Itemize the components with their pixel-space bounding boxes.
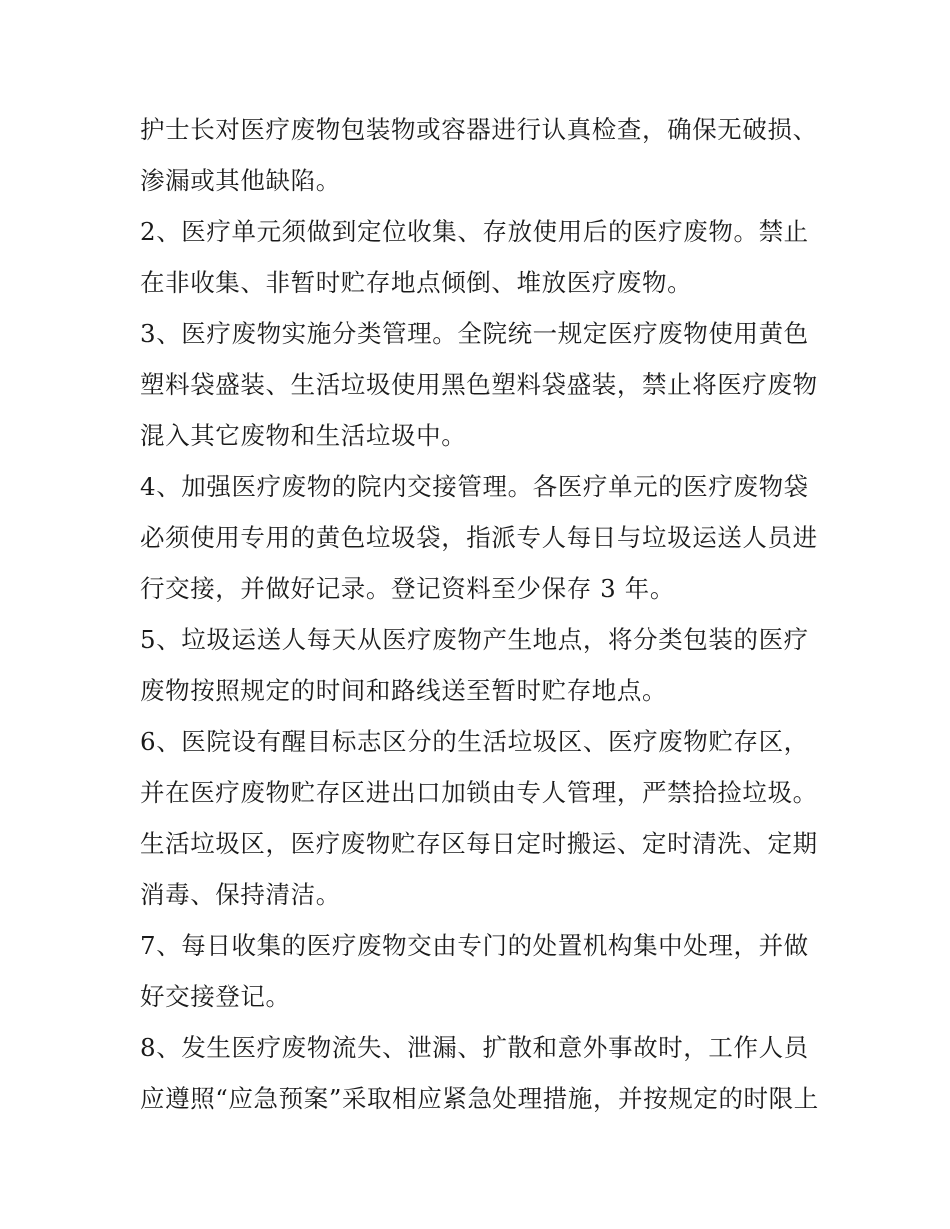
text-line: 废物按照规定的时间和路线送至暂时贮存地点。 — [140, 676, 668, 705]
text-line: 行交接，并做好记录。登记资料至少保存 3 年。 — [140, 574, 675, 603]
text-line: 7、每日收集的医疗废物交由专门的处置机构集中处理，并做 — [140, 931, 809, 960]
text-line: 4、加强医疗废物的院内交接管理。各医疗单元的医疗废物袋 — [140, 472, 809, 501]
document-body — [140, 104, 820, 1124]
paragraph-item-6 — [140, 716, 820, 920]
text-line: 渗漏或其他缺陷。 — [140, 166, 341, 195]
paragraph-item-8 — [140, 1022, 820, 1124]
text-line: 必须使用专用的黄色垃圾袋，指派专人每日与垃圾运送人员进 — [140, 523, 818, 552]
text-line: 塑料袋盛装、生活垃圾使用黑色塑料袋盛装，禁止将医疗废物 — [140, 370, 818, 399]
paragraph-item-2 — [140, 206, 820, 308]
text-line: 生活垃圾区，医疗废物贮存区每日定时搬运、定时清洗、定期 — [140, 829, 818, 858]
text-line: 好交接登记。 — [140, 982, 291, 1011]
paragraph-intro — [140, 104, 820, 206]
paragraph-item-7 — [140, 920, 820, 1022]
text-line: 6、医院设有醒目标志区分的生活垃圾区、医疗废物贮存区， — [140, 727, 809, 756]
text-line: 3、医疗废物实施分类管理。全院统一规定医疗废物使用黄色 — [140, 319, 809, 348]
text-line: 5、垃圾运送人每天从医疗废物产生地点，将分类包装的医疗 — [140, 625, 809, 654]
paragraph-item-4 — [140, 461, 820, 614]
text-line: 2、医疗单元须做到定位收集、存放使用后的医疗废物。禁止 — [140, 217, 809, 246]
text-line: 并在医疗废物贮存区进出口加锁由专人管理，严禁拾捡垃圾。 — [140, 778, 818, 807]
text-line: 在非收集、非暂时贮存地点倾倒、堆放医疗废物。 — [140, 268, 693, 297]
text-line: 消毒、保持清洁。 — [140, 880, 341, 909]
text-line: 混入其它废物和生活垃圾中。 — [140, 421, 467, 450]
text-line: 应遵照“应急预案”采取相应紧急处理措施，并按规定的时限上 — [140, 1084, 819, 1113]
paragraph-item-5 — [140, 614, 820, 716]
text-line: 8、发生医疗废物流失、泄漏、扩散和意外事故时，工作人员 — [140, 1033, 809, 1062]
paragraph-item-3 — [140, 308, 820, 461]
text-line: 护士长对医疗废物包装物或容器进行认真检查，确保无破损、 — [140, 115, 818, 144]
